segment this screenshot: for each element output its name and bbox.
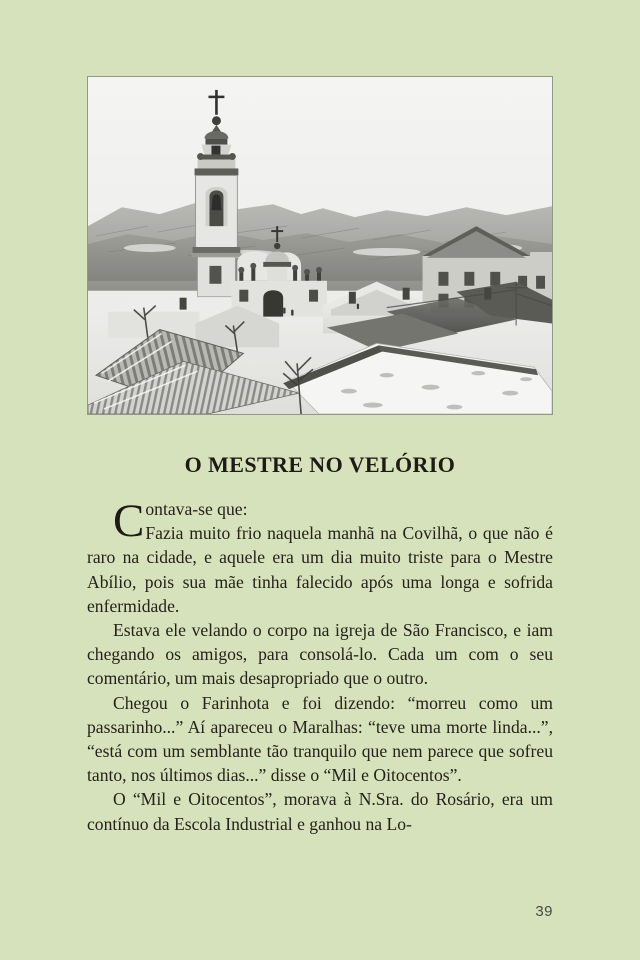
body-text — [87, 497, 553, 836]
photograph-image — [88, 77, 552, 414]
paragraph-3: Chegou o Farinhota e foi dizendo: “morreu como um passarinho...” Aí apareceu o Maralhas: “teve uma morte linda...”, “está com um semblante tão tranquilo que nem parece que sofreu tanto, nos últimos dias...” disse o “Mil e Oitocentos”. — [87, 692, 553, 786]
paragraph-2: Estava ele velando o corpo na igreja de São Francisco, e iam chegando os amigos, para consolá-lo. Cada um com o seu comentário, um mais desapropriado que o outro. — [87, 620, 553, 689]
drop-cap-letter: C — [113, 495, 145, 547]
paragraph-1 — [87, 497, 553, 618]
paragraph-1-text: Fazia muito frio naquela manhã na Covilhã, o que não é raro na cidade, e aquele era um dia muito triste para o Mestre Abílio, pois sua mãe tinha falecido após uma longa e sofrida enfermidade. — [87, 523, 553, 616]
page-number: 39 — [535, 903, 553, 920]
paragraph-1-lead: ontava-se que: — [145, 499, 248, 519]
chapter-photograph — [87, 76, 553, 415]
paragraph-4: O “Mil e Oitocentos”, morava à N.Sra. do Rosário, era um contínuo da Escola Industrial e ganhou na Lo- — [87, 789, 553, 834]
chapter-title: O MESTRE NO VELÓRIO — [184, 451, 456, 477]
